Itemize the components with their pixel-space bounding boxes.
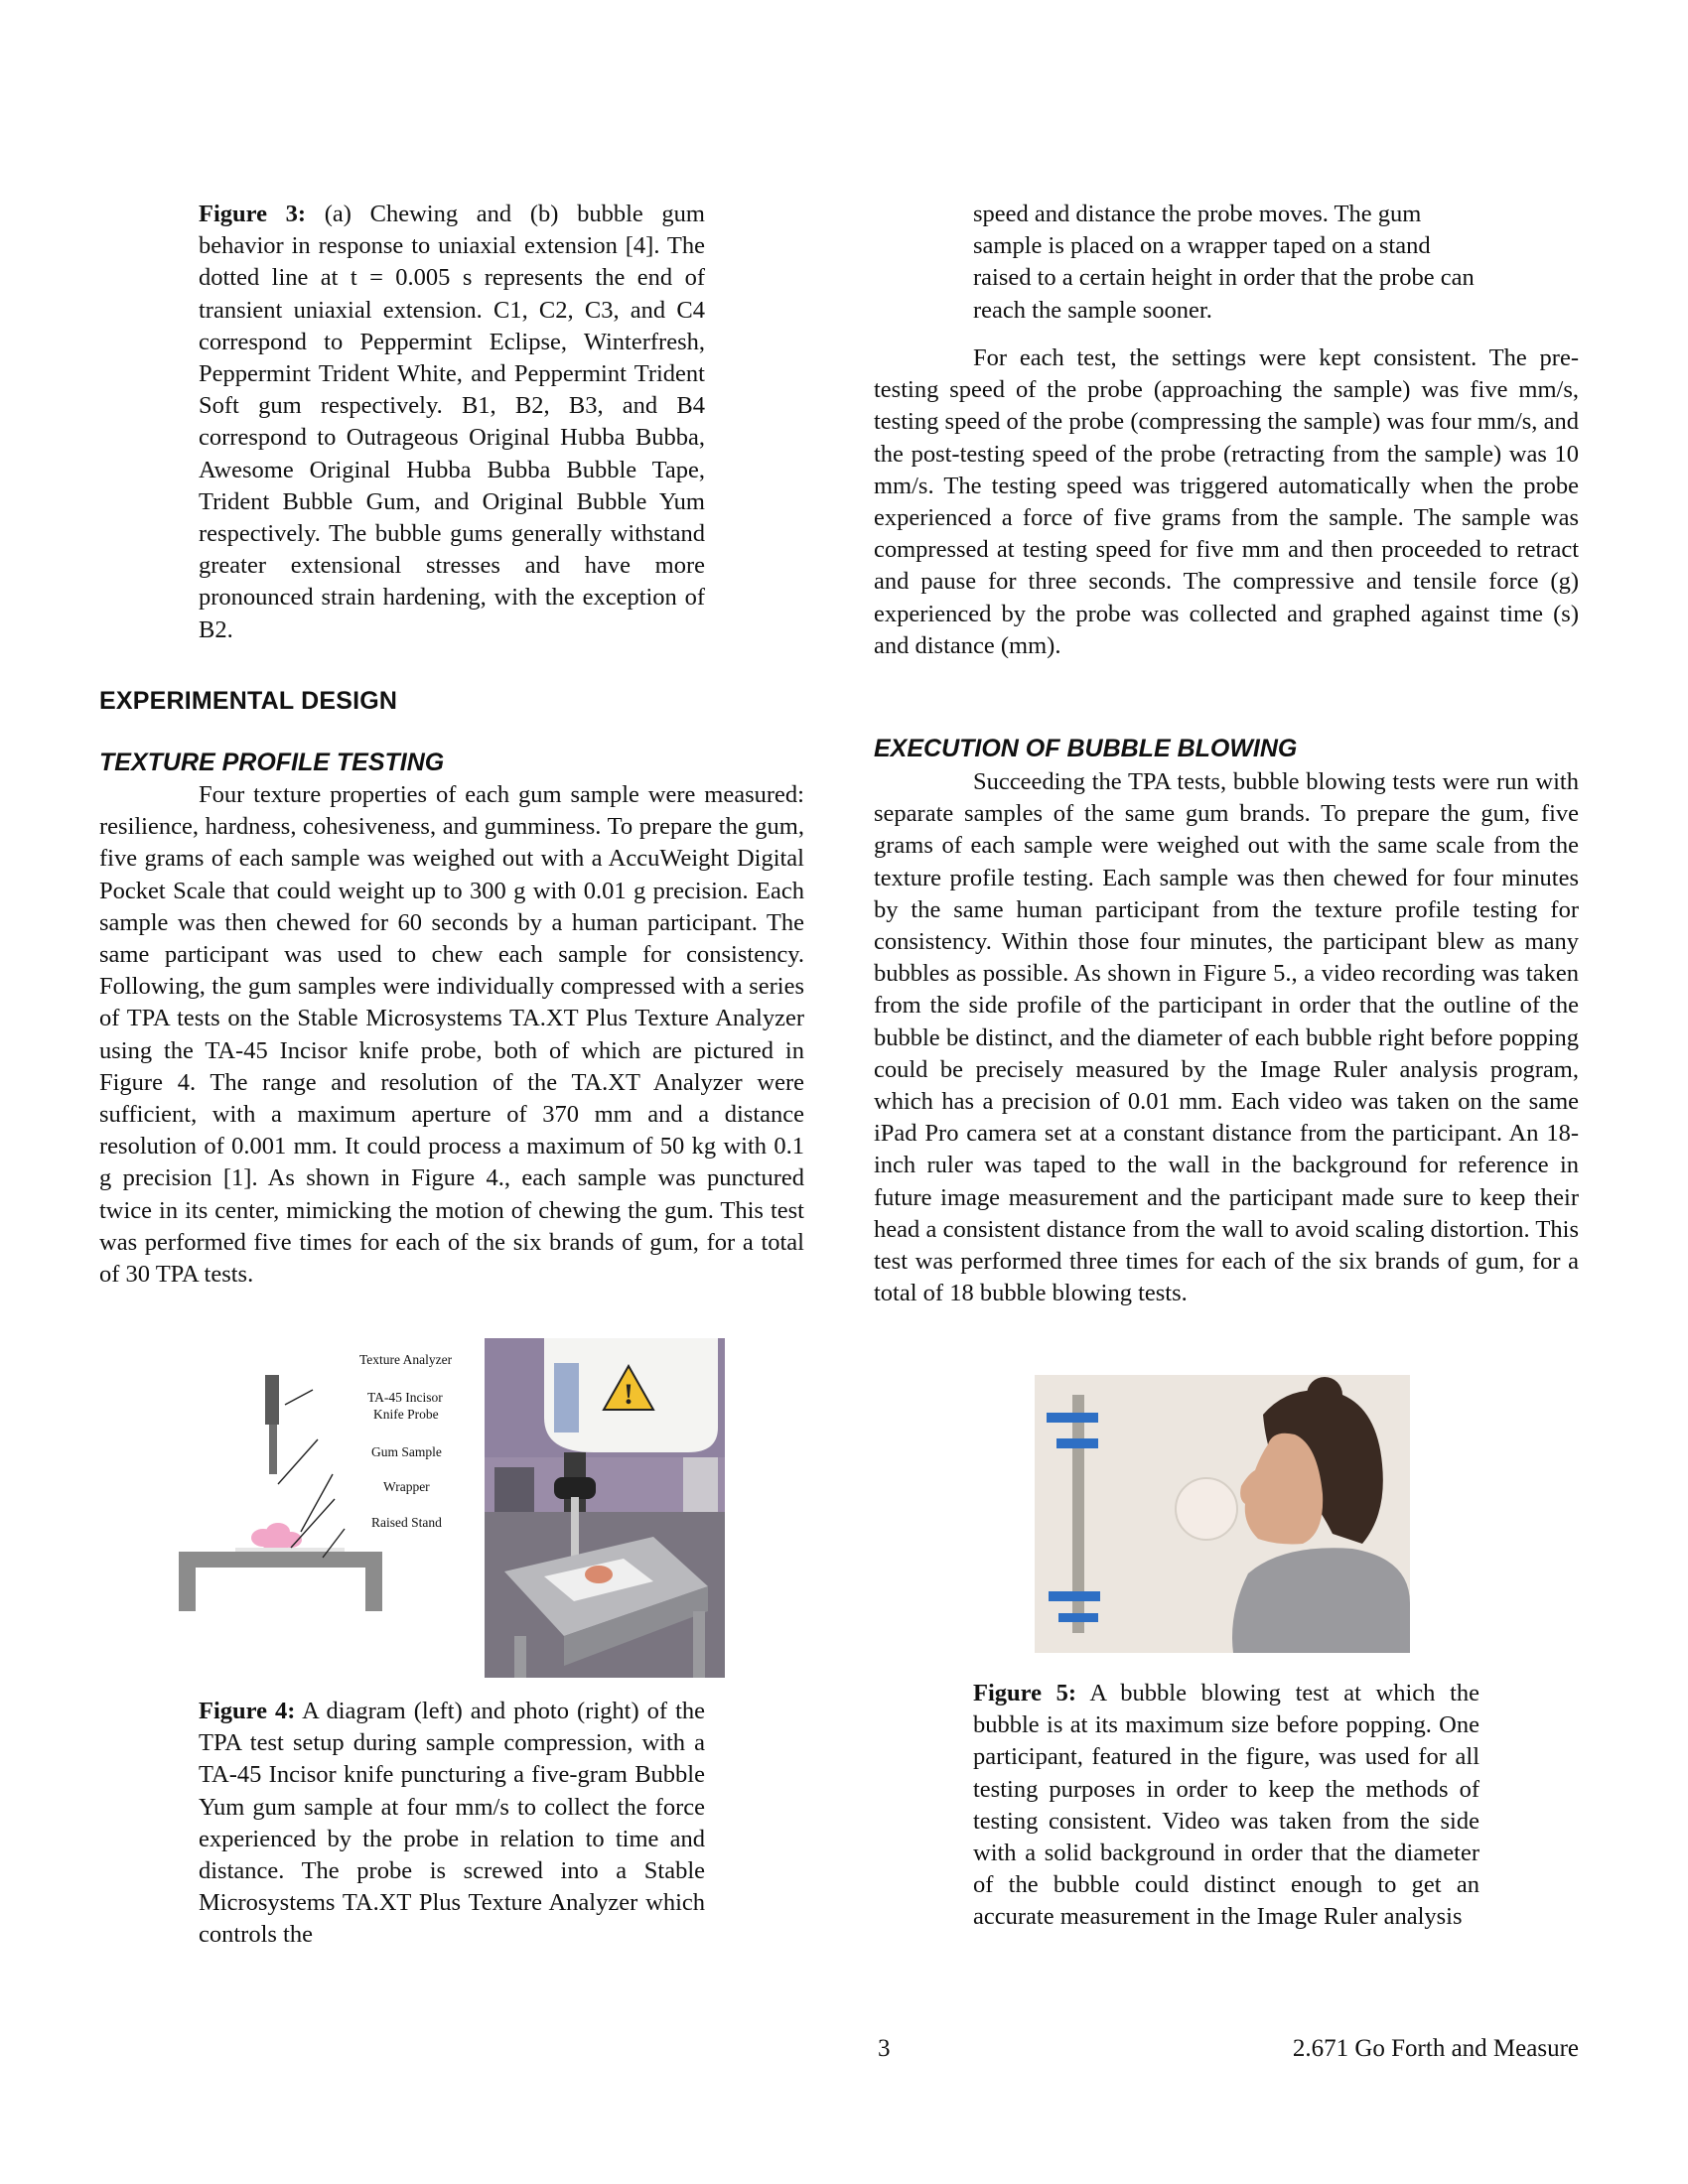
figure5-text: A bubble blowing test at which the bubble is at its maximum size before popping. One participant, featured in the figure, was used for all testing purposes in order to keep the methods of testing consistent. Video was taken from the side with a solid background in order that the diameter of the bubble could distinct enough to get an accurate measurement in the Image Ruler analysis [973,1680,1479,1931]
label-raised-stand: Raised Stand [371,1515,442,1530]
figure4-photo [485,1338,725,1678]
label-probe-line1: TA-45 Incisor [367,1390,443,1405]
bubble-paragraph-text: Succeeding the TPA tests, bubble blowing tests were run with separate samples of the same gum brands. To prepare the gum, five grams of each sample were weighed out with the same scale from the texture profile testing. Each sample was then chewed for four minutes by the same human participant from the texture profile testing for consistency. Within those four minutes, the participant blew as many bubbles as possible. As shown in Figure 5., a video recording was taken from the side profile of the participant in order that the outline of the bubble be distinct, and the diameter of each bubble right before popping could be precisely measured by the Image Ruler analysis program, which has a precision of 0.01 mm. Each video was taken on the same iPad Pro camera set at a constant distance from the participant. An 18-inch ruler was taped to the wall in the background for reference in future image measurement and the participant made sure to keep their head a consistent distance from the wall to avoid scaling distortion. This test was performed three times for each of the six brands of gum, for a total of 18 bubble blowing tests. [874,768,1579,1307]
section-heading-experimental-design: EXPERIMENTAL DESIGN [99,687,398,715]
label-wrapper: Wrapper [383,1479,430,1494]
probe-shaft [265,1375,279,1425]
figure3-label: Figure 3: [199,201,307,227]
heading-bubble-blowing: EXECUTION OF BUBBLE BLOWING [874,735,1298,762]
probe-blade [269,1425,277,1474]
tape-top-2 [1056,1438,1098,1448]
figure4-text: A diagram (left) and photo (right) of the TPA test setup during sample compression, with a TA-45 Incisor knife puncturing a five-gram Bubble Yum gum sample at four mm/s to collect the force experienced by the probe in relation to time and distance. The probe is screwed into a Stable Microsystems TA.XT Plus Texture Analyzer which controls the [199,1698,705,1949]
settings-paragraph-text: For each test, the settings were kept consistent. The pre-testing speed of the probe (approaching the sample) was five mm/s, testing speed of the probe (compressing the sample) was four mm/s, and the post-testing speed of the probe (retracting from the sample) was 10 mm/s. The testing speed was triggered automatically when the probe experienced a force of five grams from the sample. The sample was compressed at testing speed for five mm and then proceeded to retract and pause for three seconds. The compressive and tensile force (g) experienced by the probe was collected and graphed against time (s) and distance (mm). [874,344,1579,659]
gum-bubble [1176,1478,1237,1540]
svg-text:!: ! [624,1378,633,1411]
figure4-caption [199,1696,705,1952]
course-name: 2.671 Go Forth and Measure [1292,2035,1579,2062]
figure4-label: Figure 4: [199,1698,296,1724]
label-probe-line2: Knife Probe [373,1407,439,1422]
bubble-paragraph [874,766,1579,1309]
figure4-diagram [174,1335,482,1643]
figure3-caption [199,199,705,646]
tape-bottom-1 [1049,1591,1100,1601]
tpa-continuation [973,199,1479,327]
tpa-continuation-text: speed and distance the probe moves. The gum sample is placed on a wrapper taped on a stand raised to a certain height in order that the probe can reach the sample sooner. [973,201,1475,324]
label-gum-sample: Gum Sample [371,1444,442,1459]
figure5-photo [1035,1375,1410,1653]
texture-paragraph-text: Four texture properties of each gum sample were measured: resilience, hardness, cohesiveness, and gumminess. To prepare the gum, five grams of each sample was weighed out with a AccuWeight Digital Pocket Scale that could weight up to 300 g with 0.01 g precision. Each sample was then chewed for 60 seconds by a human participant. The same participant was used to chew each sample for consistency. Following, the gum samples were individually compressed with a series of TPA tests on the Stable Microsystems TA.XT Plus Texture Analyzer using the TA-45 Incisor knife probe, both of which are pictured in Figure 4. The range and resolution of the TA.XT Analyzer were sufficient, with a maximum aperture of 370 mm and a distance resolution of 0.001 mm. It could process a maximum of 50 kg with 0.1 g precision [1]. As shown in Figure 4., each sample was punctured twice in its center, mimicking the motion of chewing the gum. This test was performed five times for each of the six brands of gum, for a total of 30 TPA tests. [99,781,804,1289]
figure5-label: Figure 5: [973,1680,1077,1706]
heading-texture-profile-testing: TEXTURE PROFILE TESTING [99,749,445,776]
texture-paragraph [99,779,804,1291]
figure5-caption [973,1678,1479,1934]
settings-paragraph [874,342,1579,662]
gum-sample-shape [251,1523,302,1552]
raised-stand-shape [179,1552,382,1611]
tape-top-1 [1047,1413,1098,1423]
label-texture-analyzer: Texture Analyzer [359,1352,453,1367]
tape-bottom-2 [1058,1613,1098,1622]
page-number: 3 [878,2035,891,2062]
figure3-text: (a) Chewing and (b) bubble gum behavior in response to uniaxial extension [4]. The dotted line at t = 0.005 s represents the end of transient uniaxial extension. C1, C2, C3, and C4 correspond to Peppermint Eclipse, Winterfresh, Peppermint Trident White, and Peppermint Trident Soft gum respectively. B1, B2, B3, and B4 correspond to Outrageous Original Hubba Bubba, Awesome Original Hubba Bubba Bubble Tape, Trident Bubble Gum, and Original Bubble Yum respectively. The bubble gums generally withstand greater extensional stresses and have more pronounced strain hardening, with the exception of B2. [199,201,705,643]
